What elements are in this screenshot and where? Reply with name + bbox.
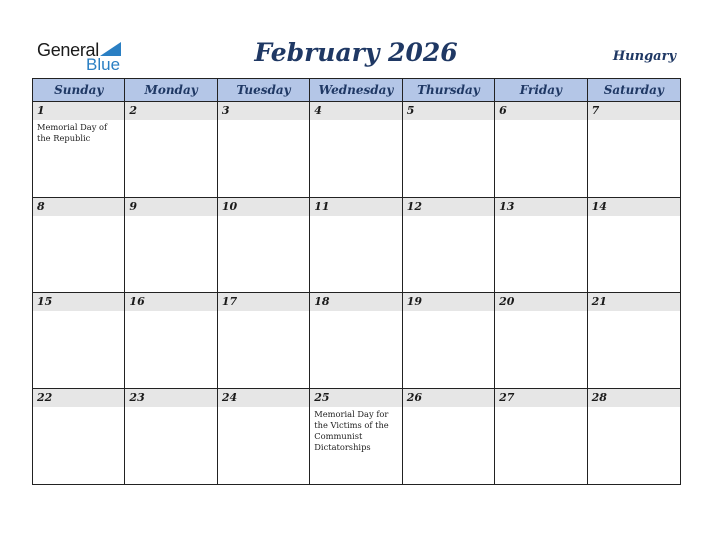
day-cell [495, 293, 587, 389]
holiday-text [310, 120, 401, 122]
day-cell [125, 293, 217, 389]
holiday-text [588, 120, 680, 122]
day-number: 15 [33, 293, 124, 311]
holiday-text [588, 311, 680, 313]
day-cell [588, 293, 680, 389]
country-label: Hungary [612, 49, 676, 64]
holiday-text [125, 216, 216, 218]
day-number: 23 [125, 389, 216, 407]
day-number: 8 [33, 198, 124, 216]
holiday-text [495, 120, 586, 122]
weekday-header: Sunday [33, 79, 125, 102]
day-number: 27 [495, 389, 586, 407]
calendar-title: February 2026 [254, 38, 458, 67]
holiday-text [403, 407, 494, 409]
day-number: 16 [125, 293, 216, 311]
day-number: 20 [495, 293, 586, 311]
holiday-text [588, 407, 680, 409]
weekday-header: Wednesday [310, 79, 402, 102]
weekday-header: Tuesday [218, 79, 310, 102]
day-cell [33, 389, 125, 485]
holiday-text [403, 120, 494, 122]
day-cell [310, 389, 402, 485]
day-cell [403, 293, 495, 389]
holiday-text [33, 407, 124, 409]
day-cell [218, 293, 310, 389]
weekday-header: Thursday [403, 79, 495, 102]
day-number: 4 [310, 102, 401, 120]
day-number: 21 [588, 293, 680, 311]
holiday-text [218, 120, 309, 122]
holiday-text [33, 311, 124, 313]
day-number: 12 [403, 198, 494, 216]
day-cell [125, 198, 217, 294]
holiday-text [125, 120, 216, 122]
holiday-text [218, 216, 309, 218]
holiday-text [218, 407, 309, 409]
day-cell [495, 102, 587, 198]
holiday-text [310, 311, 401, 313]
day-cell [310, 198, 402, 294]
day-cell [403, 102, 495, 198]
holiday-text [310, 216, 401, 218]
day-cell [588, 389, 680, 485]
day-number: 24 [218, 389, 309, 407]
day-number: 3 [218, 102, 309, 120]
day-cell [125, 389, 217, 485]
day-number: 19 [403, 293, 494, 311]
day-cell [588, 198, 680, 294]
day-number: 13 [495, 198, 586, 216]
day-cell [33, 198, 125, 294]
logo-text-blue: Blue [86, 55, 121, 74]
holiday-text [495, 311, 586, 313]
day-number: 14 [588, 198, 680, 216]
weekday-header: Friday [495, 79, 587, 102]
holiday-text [495, 216, 586, 218]
day-number: 10 [218, 198, 309, 216]
day-number: 11 [310, 198, 401, 216]
day-cell [403, 389, 495, 485]
day-cell [495, 198, 587, 294]
day-number: 22 [33, 389, 124, 407]
day-number: 28 [588, 389, 680, 407]
day-number: 26 [403, 389, 494, 407]
day-cell [125, 102, 217, 198]
day-cell [310, 293, 402, 389]
holiday-text: Memorial Day for the Victims of the Communist Dictatorships [314, 408, 389, 452]
holiday-text [495, 407, 586, 409]
holiday-text [403, 311, 494, 313]
holiday-text [125, 407, 216, 409]
weekday-header: Saturday [588, 79, 680, 102]
day-number: 6 [495, 102, 586, 120]
holiday-text [403, 216, 494, 218]
holiday-text [33, 216, 124, 218]
holiday-text [218, 311, 309, 313]
day-cell [218, 389, 310, 485]
day-number: 5 [403, 102, 494, 120]
day-number: 9 [125, 198, 216, 216]
day-cell [218, 102, 310, 198]
day-cell [403, 198, 495, 294]
holiday-text [125, 311, 216, 313]
weekday-header: Monday [125, 79, 217, 102]
holiday-text: Memorial Day of the Republic [37, 122, 108, 143]
day-number: 25 [310, 389, 401, 407]
day-cell [588, 102, 680, 198]
day-number: 1 [33, 102, 124, 120]
day-cell [218, 198, 310, 294]
day-cell [310, 102, 402, 198]
day-number: 18 [310, 293, 401, 311]
day-cell [495, 389, 587, 485]
calendar-grid [32, 78, 681, 485]
day-number: 2 [125, 102, 216, 120]
day-cell [33, 293, 125, 389]
day-number: 17 [218, 293, 309, 311]
logo-text-general: General [37, 40, 99, 60]
day-cell [33, 102, 125, 198]
day-number: 7 [588, 102, 680, 120]
holiday-text [588, 216, 680, 218]
